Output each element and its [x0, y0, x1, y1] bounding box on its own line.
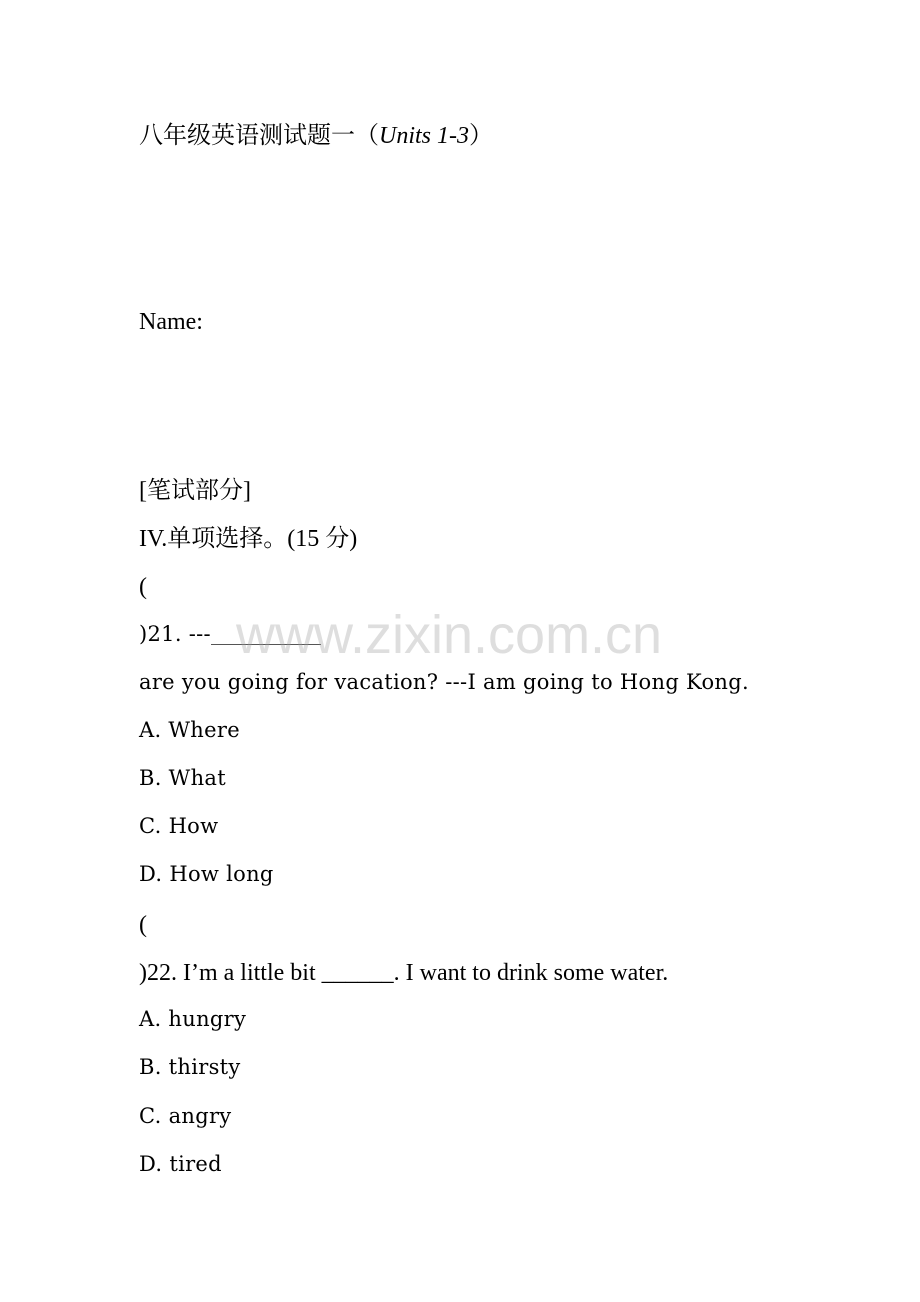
- q22-stem: )22. I’m a little bit ______. I want to drink some water.: [139, 960, 669, 986]
- q21-option-a: A. Where: [139, 718, 240, 742]
- title-cn: 八年级英语测试题一（: [139, 123, 379, 149]
- q21-option-d: D. How long: [139, 862, 274, 886]
- q22-option-b: B. thirsty: [139, 1055, 241, 1079]
- part-heading: IV.单项选择。(15 分): [139, 526, 358, 552]
- q22-open-paren: (: [139, 912, 147, 938]
- q21-option-c: C. How: [139, 814, 219, 838]
- name-label: Name:: [139, 309, 203, 335]
- q21-stem-end: are you going for vacation? ---I am going to Hong Kong.: [139, 670, 749, 694]
- q22-option-a: A. hungry: [139, 1007, 247, 1031]
- q22-option-c: C. angry: [139, 1104, 232, 1128]
- q21-stem-start-text: )21. ---: [139, 622, 211, 646]
- q21-option-b: B. What: [139, 766, 226, 790]
- title-close: ）: [469, 123, 493, 149]
- q22-option-d: D. tired: [139, 1152, 222, 1176]
- section-heading: [笔试部分]: [139, 478, 251, 504]
- page-title: [139, 124, 493, 148]
- watermark: www.zixin.com.cn: [236, 605, 663, 665]
- q21-open-paren: (: [139, 574, 147, 600]
- title-units: Units 1-3: [379, 123, 469, 149]
